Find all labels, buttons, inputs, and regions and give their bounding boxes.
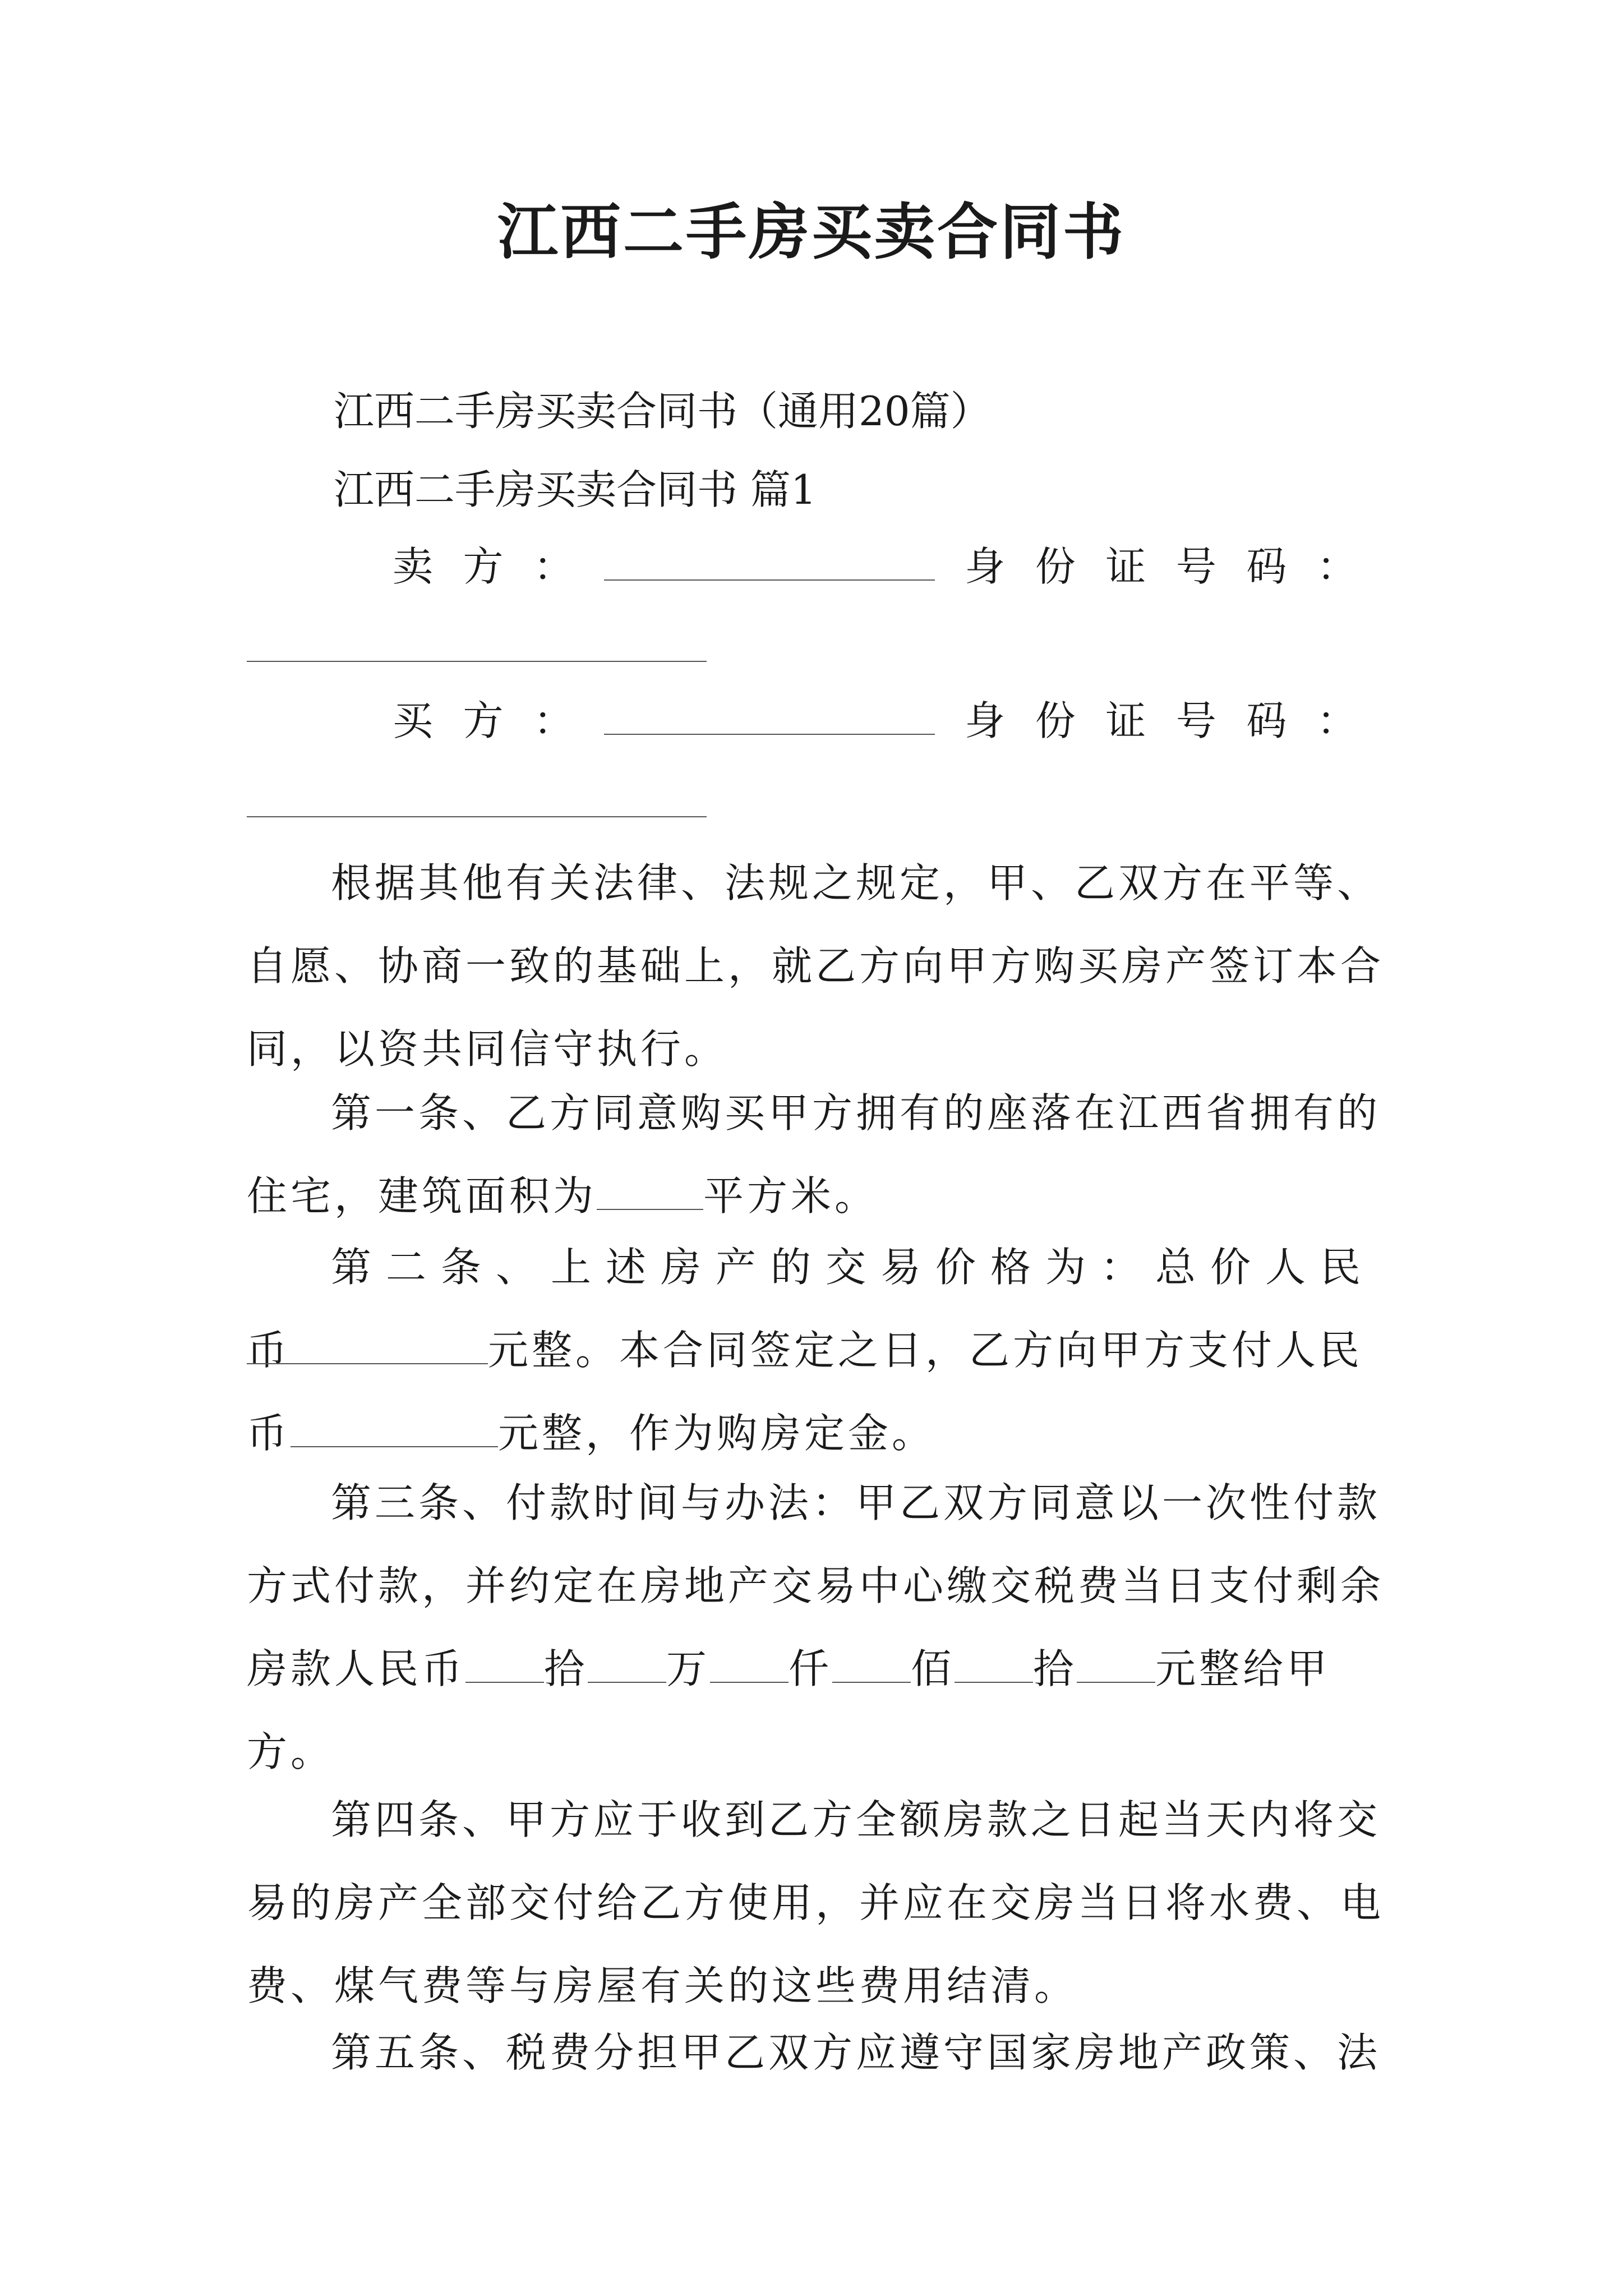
seller-label-char: 方 bbox=[463, 543, 504, 591]
id-label-char: 身 bbox=[965, 543, 1006, 591]
unit-label: 拾 bbox=[1033, 1645, 1077, 1692]
id-label-char: 号 bbox=[1175, 697, 1216, 745]
amount-blank bbox=[588, 1645, 666, 1683]
amount-blank bbox=[710, 1645, 789, 1683]
unit-label: 万 bbox=[666, 1645, 711, 1692]
id-label-char: 码 bbox=[1246, 543, 1287, 591]
article-1-text-end: 平方米。 bbox=[703, 1172, 879, 1220]
buyer-label-char: 买 bbox=[393, 697, 434, 745]
buyer-id-blank bbox=[247, 816, 707, 817]
id-label-char: 码 bbox=[1246, 697, 1287, 745]
seller-label-char: 卖 bbox=[393, 543, 434, 591]
article-3-text: 第三条、付款时间与办法：甲乙双方同意以一次性付款方式付款，并约定在房地产交易中心缴交税费当日支付剩余房款人民币 bbox=[247, 1479, 1385, 1692]
article-1-text: 第一条、乙方同意购买甲方拥有的座落在江西省拥有的住宅，建筑面积为 bbox=[247, 1089, 1381, 1220]
section-heading: 江西二手房买卖合同书 篇1 bbox=[334, 466, 817, 513]
article-2-text-mid: 元整。本合同签定之日，乙方向甲方支付人民币 bbox=[247, 1327, 1363, 1457]
article-3 bbox=[247, 1461, 1391, 1793]
unit-label: 拾 bbox=[544, 1645, 588, 1692]
total-price-blank bbox=[247, 1327, 488, 1364]
article-2-text-end: 元整，作为购房定金。 bbox=[498, 1410, 936, 1457]
buyer-label-char: 方 bbox=[463, 697, 504, 745]
buyer-row bbox=[393, 696, 1357, 746]
amount-blank bbox=[832, 1645, 911, 1683]
article-2-text: 第二条、上述房产的交易价格为：总价人民币 bbox=[247, 1244, 1376, 1374]
buyer-label-char: ： bbox=[533, 697, 574, 745]
id-label-char: 号 bbox=[1175, 543, 1216, 591]
article-5: 第五条、税费分担甲乙双方应遵守国家房地产政策、法 bbox=[331, 2029, 1381, 2076]
document-subtitle: 江西二手房买卖合同书（通用20篇） bbox=[334, 388, 991, 435]
amount-blank bbox=[465, 1645, 544, 1683]
id-label-char: 证 bbox=[1105, 697, 1146, 745]
unit-label: 仟 bbox=[789, 1645, 833, 1692]
buyer-name-blank bbox=[604, 696, 935, 735]
article-3-text-end: 元整给甲方。 bbox=[247, 1645, 1331, 1775]
seller-label-char: ： bbox=[533, 543, 574, 591]
document-title: 江西二手房买卖合同书 bbox=[497, 197, 1126, 268]
amount-blank bbox=[1077, 1645, 1155, 1683]
intro-paragraph: 根据其他有关法律、法规之规定，甲、乙双方在平等、自愿、协商一致的基础上，就乙方向甲方购买房产签订本合同，以资共同信守执行。 bbox=[247, 859, 1385, 1073]
seller-row bbox=[393, 541, 1357, 591]
seller-name-blank bbox=[604, 541, 935, 581]
article-1 bbox=[247, 1071, 1391, 1237]
id-label-char: ： bbox=[1316, 543, 1357, 591]
id-label-char: 份 bbox=[1035, 697, 1076, 745]
area-blank bbox=[597, 1172, 703, 1210]
deposit-blank bbox=[291, 1410, 498, 1447]
article-4: 第四条、甲方应于收到乙方全额房款之日起当天内将交易的房产全部交付给乙方使用，并应在交房当日将水费、电费、煤气费等与房屋有关的这些费用结清。 bbox=[247, 1796, 1385, 2009]
seller-id-blank bbox=[247, 661, 707, 662]
id-label-char: 证 bbox=[1105, 543, 1146, 591]
article-2-cont bbox=[247, 1309, 1391, 1475]
amount-blank bbox=[955, 1645, 1033, 1683]
id-label-char: 身 bbox=[965, 697, 1006, 745]
id-label-char: ： bbox=[1316, 697, 1357, 745]
unit-label: 佰 bbox=[911, 1645, 955, 1692]
id-label-char: 份 bbox=[1035, 543, 1076, 591]
